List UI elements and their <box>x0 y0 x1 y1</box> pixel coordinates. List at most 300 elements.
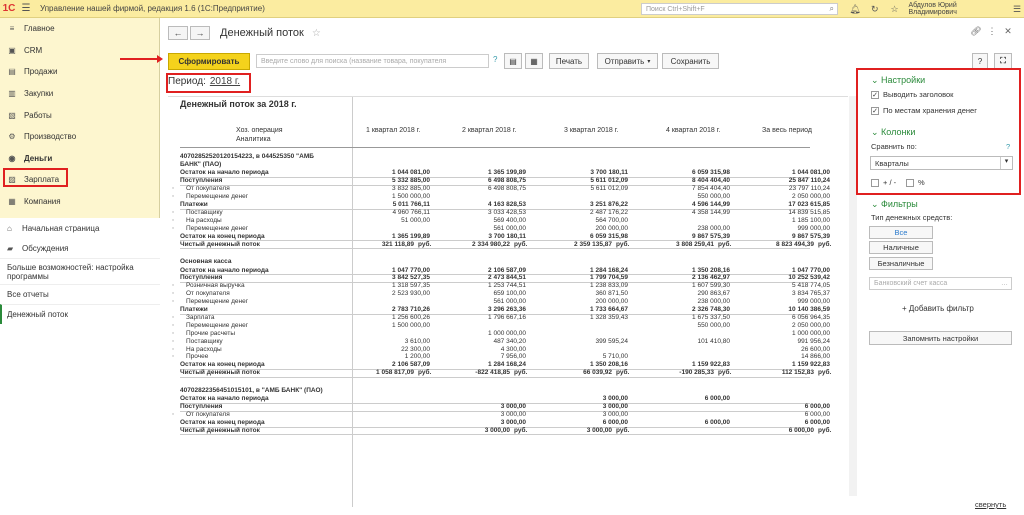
row-label: Перемещение денег <box>186 298 249 306</box>
row-value: 1 500 000,00 <box>392 321 430 329</box>
sidebar-item-label: Зарплата <box>24 175 60 185</box>
filters-title: Фильтры <box>881 199 918 209</box>
row-value: 4 358 144,99 <box>692 208 730 216</box>
columns-title: Колонки <box>881 127 916 137</box>
row-value: 5 611 012,09 <box>590 185 628 193</box>
col-total: За весь период <box>762 127 813 134</box>
send-button[interactable] <box>597 53 658 69</box>
row-unit: руб. <box>818 369 832 377</box>
fullscreen-button[interactable] <box>994 53 1012 69</box>
header-divider <box>180 147 810 148</box>
row-unit: руб. <box>616 369 630 377</box>
col-q1: 1 квартал 2018 г. <box>366 127 421 134</box>
checkbox-icon <box>871 179 879 187</box>
window-title: Управление нашей фирмой, редакция 1.6 (1С:Предприятие) <box>40 4 265 13</box>
report-row <box>168 338 848 346</box>
report-row <box>168 169 848 177</box>
user-name[interactable]: Абдулов Юрий Владимирович <box>908 2 957 16</box>
expand-icon[interactable]: ▫ <box>172 337 175 345</box>
row-label: На расходы <box>186 345 222 353</box>
row-divider <box>180 434 810 435</box>
row-value: 1 675 337,50 <box>692 313 730 321</box>
expand-icon[interactable]: ▫ <box>172 224 175 232</box>
row-value: 2 473 844,51 <box>488 274 526 282</box>
report-row <box>168 369 848 377</box>
row-value: 1 044 081,00 <box>392 169 430 177</box>
row-value: 6 498 808,75 <box>488 177 526 185</box>
sidebar-item-label: Продажи <box>24 67 58 77</box>
global-search-placeholder: Поиск Ctrl+Shift+F <box>646 5 705 13</box>
row-value: 5 011 766,11 <box>392 201 430 208</box>
report-row <box>168 248 848 256</box>
row-value: 101 410,80 <box>697 337 730 345</box>
row-label: Розничная выручка <box>186 282 245 290</box>
show-header-label: Выводить заголовок <box>883 90 954 99</box>
row-label: Зарплата <box>186 313 215 321</box>
report-row <box>168 258 848 266</box>
row-label: Чистый денежный поток <box>180 369 260 377</box>
row-value: 22 300,00 <box>401 345 430 353</box>
row-value: 1 185 100,00 <box>792 216 830 224</box>
sidebar-bottom <box>0 218 160 515</box>
row-label: Прочие расчеты <box>186 329 236 337</box>
row-value: 200 000,00 <box>595 298 628 306</box>
forward-button[interactable]: → <box>190 26 210 40</box>
columns-section-header[interactable] <box>871 127 915 138</box>
row-value: 3 000,00 <box>484 426 510 434</box>
row-value: 1 365 199,89 <box>488 169 526 177</box>
row-label: Чистый денежный поток <box>180 240 260 248</box>
chevron-icon: ⌄ <box>871 75 882 85</box>
generate-button[interactable]: Сформировать <box>168 53 250 70</box>
print-button[interactable]: Печать <box>549 53 589 69</box>
filter-all-button[interactable]: Все <box>869 226 933 239</box>
row-value: 6 000,00 <box>788 426 814 434</box>
favorite-star-icon[interactable]: ☆ <box>311 27 321 39</box>
by-storage-label: По местам хранения денег <box>883 106 977 115</box>
report-title: Денежный поток за 2018 г. <box>180 99 297 109</box>
send-label: Отправить <box>604 56 645 66</box>
chat-icon: ▰ <box>7 243 14 253</box>
row-value: 1 799 704,59 <box>590 274 628 282</box>
sidebar-item-company[interactable] <box>0 191 159 213</box>
history-icon[interactable]: ↻ <box>870 3 879 14</box>
report-row <box>168 177 848 185</box>
row-value: 6 000,00 <box>804 411 830 418</box>
row-value: 1 318 597,35 <box>392 282 430 290</box>
bell-icon[interactable]: 🔔︎ <box>849 3 861 14</box>
report-row <box>168 403 848 411</box>
checkbox-checked-icon: ✓ <box>872 107 878 115</box>
row-label: Поставщику <box>186 208 223 216</box>
row-value: 5 710,00 <box>602 353 628 361</box>
report-row <box>168 411 848 419</box>
row-value: 1 796 667,16 <box>488 313 526 321</box>
sidebar-all-reports-label: Все отчеты <box>7 290 49 299</box>
row-value: 10 252 539,42 <box>788 274 830 282</box>
plus-minus-checkbox[interactable] <box>871 178 896 187</box>
row-value: 999 000,00 <box>797 298 830 306</box>
row-value: 3 000,00 <box>500 418 526 426</box>
report-column-headers <box>168 127 848 145</box>
row-value: 17 023 615,85 <box>788 201 830 208</box>
variants-button[interactable] <box>525 53 543 69</box>
money-icon: ◉ <box>8 153 16 163</box>
menu-icon: ≡ <box>9 24 15 34</box>
row-value: 51 000,00 <box>401 216 430 224</box>
row-value: 200 000,00 <box>595 224 628 232</box>
row-value: 4 300,00 <box>500 345 526 353</box>
row-label: Перемещение денег <box>186 224 249 232</box>
row-value: 4 596 144,99 <box>692 201 730 208</box>
row-value: 6 056 964,35 <box>792 313 830 321</box>
row-value: 2 050 000,00 <box>792 193 830 201</box>
row-value: 561 000,00 <box>493 298 526 306</box>
sidebar-home[interactable] <box>0 218 160 238</box>
expand-icon[interactable]: ▫ <box>172 329 175 337</box>
percent-checkbox[interactable] <box>906 178 925 187</box>
row-label: 40702852520120154223, в 044525350 "АМБ <box>180 153 314 160</box>
expand-icon[interactable]: ▫ <box>172 290 175 298</box>
row-value: 7 854 404,40 <box>692 185 730 193</box>
row-value: 23 797 110,24 <box>788 185 830 193</box>
row-value: 1 350 208,16 <box>590 361 628 369</box>
settings-section-header[interactable] <box>871 75 925 86</box>
report-spreadsheet[interactable] <box>168 96 848 507</box>
expand-icon[interactable]: ▫ <box>172 185 175 193</box>
row-value: 2 106 587,09 <box>392 361 430 369</box>
row-value: 25 847 110,24 <box>788 177 830 185</box>
row-value: -822 418,85 <box>475 369 510 377</box>
report-row <box>168 161 848 169</box>
row-value: 3 251 876,22 <box>590 201 628 208</box>
company-icon: ▦ <box>8 197 16 207</box>
report-row <box>168 193 848 201</box>
percent-label: % <box>918 178 925 187</box>
report-row <box>168 306 848 314</box>
settings-title: Настройки <box>881 75 926 85</box>
remember-settings-button[interactable]: Запомнить настройки <box>869 331 1012 345</box>
row-value: 26 600,00 <box>801 345 830 353</box>
row-value: 112 152,83 <box>781 369 814 377</box>
row-value: 2 523 930,00 <box>392 290 430 298</box>
row-label: От покупателя <box>186 290 230 298</box>
row-value: 6 059 315,98 <box>590 232 628 240</box>
report-row <box>168 361 848 369</box>
checkbox-icon <box>906 179 914 187</box>
report-row <box>168 209 848 217</box>
plus-minus-label: + / - <box>883 178 897 187</box>
row-unit: руб. <box>818 240 832 248</box>
help-button[interactable]: ? <box>972 53 988 69</box>
row-label: Остаток на конец периода <box>180 232 265 240</box>
row-unit: руб. <box>616 426 630 434</box>
chevron-down-icon: ▾ <box>647 58 651 65</box>
more-icon[interactable]: … <box>1001 280 1008 287</box>
checkbox-checked-icon: ✓ <box>872 91 878 99</box>
back-button[interactable]: ← <box>168 26 188 40</box>
row-value: 6 059 315,98 <box>692 169 730 177</box>
row-value: 1 284 168,24 <box>590 266 628 274</box>
row-value: 1 365 199,89 <box>392 232 430 240</box>
row-value: 2 326 748,30 <box>692 306 730 313</box>
row-value: 991 956,24 <box>797 337 830 345</box>
grid-icon: ▤ <box>509 56 517 66</box>
row-value: 9 867 575,39 <box>792 232 830 240</box>
row-unit: руб. <box>418 240 432 248</box>
row-value: 2 050 000,00 <box>792 321 830 329</box>
sidebar-home-label: Начальная страница <box>22 223 100 233</box>
expand-icon[interactable]: ▫ <box>172 411 175 418</box>
report-row <box>168 395 848 403</box>
row-unit: руб. <box>718 240 732 248</box>
sidebar-more-features[interactable] <box>0 258 160 284</box>
row-unit: руб. <box>718 369 732 377</box>
row-value: 3 033 428,53 <box>488 208 526 216</box>
row-label: На расходы <box>186 216 222 224</box>
purchases-icon: ▥ <box>8 89 16 99</box>
row-value: 3 808 259,41 <box>676 240 714 248</box>
row-value: 1 253 744,51 <box>488 282 526 290</box>
row-value: 561 000,00 <box>493 224 526 232</box>
production-icon: ⚙ <box>8 132 16 142</box>
row-value: 550 000,00 <box>697 321 730 329</box>
row-label: Платежи <box>180 306 208 313</box>
row-value: 3 000,00 <box>602 395 628 403</box>
filters-section-header[interactable] <box>871 199 918 210</box>
row-value: 2 136 462,97 <box>692 274 730 282</box>
list-icon: ▦ <box>530 56 538 66</box>
row-value: 1 200,00 <box>404 353 430 361</box>
sidebar-discussions-label: Обсуждения <box>22 243 69 253</box>
expand-icon[interactable]: ▫ <box>172 345 175 353</box>
sidebar-cashflow[interactable] <box>0 304 160 324</box>
sidebar-discussions[interactable] <box>0 238 160 258</box>
row-value: 5 418 774,05 <box>792 282 830 290</box>
more-icon[interactable]: ⋮ <box>987 26 997 36</box>
row-unit: руб. <box>818 426 832 434</box>
row-value: 1 159 922,83 <box>792 361 830 369</box>
home-icon: ⌂ <box>7 223 12 233</box>
row-value: 6 000,00 <box>704 418 730 426</box>
row-value: 1 159 922,83 <box>692 361 730 369</box>
search-icon[interactable]: ⌕ <box>829 4 834 13</box>
row-value: 2 783 710,26 <box>392 306 430 313</box>
row-value: 10 140 386,59 <box>788 306 830 313</box>
row-value: 1 350 208,16 <box>692 266 730 274</box>
row-value: 487 340,20 <box>493 337 526 345</box>
report-row <box>168 419 848 427</box>
row-label: Остаток на начало периода <box>180 266 269 274</box>
report-search-input[interactable]: Введите слово для поиска (название товара, покупателя <box>256 54 489 68</box>
row-value: -190 285,33 <box>679 369 714 377</box>
form-title: Денежный поток <box>220 27 304 39</box>
expand-icon[interactable]: ▫ <box>172 298 175 306</box>
row-value: 3 700 180,11 <box>488 232 526 240</box>
row-value: 1 047 770,00 <box>792 266 830 274</box>
row-value: 3 000,00 <box>602 411 628 418</box>
sidebar-item-label: Работы <box>24 110 52 120</box>
global-search-input[interactable] <box>641 3 838 15</box>
row-value: 2 359 135,87 <box>574 240 612 248</box>
expand-icon[interactable]: ▫ <box>172 282 175 290</box>
report-row <box>168 330 848 338</box>
sidebar-item-menu[interactable] <box>0 18 159 40</box>
row-label: Поступления <box>180 177 223 185</box>
row-value: 5 611 012,09 <box>590 177 628 185</box>
expand-icon[interactable]: ▫ <box>172 216 175 224</box>
period-value[interactable]: 2018 г. <box>209 76 241 87</box>
row-label: Остаток на конец периода <box>180 418 265 426</box>
row-value: 4 163 828,53 <box>488 201 526 208</box>
row-value: 238 000,00 <box>697 224 730 232</box>
row-value: 3 842 527,35 <box>392 274 430 282</box>
money-type-label: Тип денежных средств: <box>871 213 953 222</box>
row-label: Основная касса <box>180 258 232 266</box>
row-label: Поступления <box>180 274 223 282</box>
row-value: 14 839 515,85 <box>788 208 830 216</box>
report-row <box>168 298 848 306</box>
star-icon[interactable]: ☆ <box>890 3 899 14</box>
show-header-checkbox[interactable] <box>871 90 953 99</box>
by-storage-checkbox[interactable] <box>871 106 977 115</box>
row-label: От покупателя <box>186 185 230 193</box>
expand-icon: ⛶ <box>1000 56 1006 65</box>
report-row <box>168 353 848 361</box>
columns-help-icon[interactable]: ? <box>1006 142 1011 151</box>
row-value: 569 400,00 <box>493 216 526 224</box>
settings-menu-icon[interactable]: ☰ <box>1013 3 1022 14</box>
expand-icon[interactable]: ▫ <box>172 313 175 321</box>
row-label: Поступления <box>180 403 223 411</box>
row-label: Перемещение денег <box>186 193 249 201</box>
row-label: 40702822356451015101, в "АМБ БАНК" (ПАО) <box>180 387 323 394</box>
app-logo: 1С <box>2 3 16 14</box>
form-header <box>168 18 1024 48</box>
report-row <box>168 153 848 161</box>
account-input[interactable] <box>869 277 1012 290</box>
collapse-link[interactable]: свернуть <box>975 500 1007 509</box>
col-q3: 3 квартал 2018 г. <box>564 127 619 134</box>
sidebar-item-production[interactable] <box>0 126 159 148</box>
sidebar-item-purchases[interactable] <box>0 83 159 105</box>
report-row <box>168 427 848 435</box>
sidebar-cashflow-label: Денежный поток <box>7 310 68 319</box>
sidebar-item-money[interactable] <box>0 148 159 170</box>
row-value: 290 863,67 <box>697 290 730 298</box>
sidebar-more-features-label: Больше возможностей: настройка программы <box>7 262 134 281</box>
sidebar-all-reports[interactable] <box>0 284 160 304</box>
compare-label: Сравнить по: <box>871 142 917 151</box>
row-value: 1 607 599,30 <box>692 282 730 290</box>
expand-icon[interactable]: ▫ <box>172 353 175 361</box>
works-icon: ▧ <box>8 110 16 120</box>
row-value: 3 832 885,00 <box>392 185 430 193</box>
period-label: Период: <box>168 76 206 87</box>
row-value: 1 733 664,67 <box>590 306 628 313</box>
row-value: 3 000,00 <box>586 426 612 434</box>
sidebar-item-works[interactable] <box>0 104 159 126</box>
compare-select[interactable] <box>870 156 1013 170</box>
row-unit: руб. <box>514 426 528 434</box>
row-value: 66 039,92 <box>583 369 612 377</box>
row-value: 6 000,00 <box>804 418 830 426</box>
row-value: 3 834 765,37 <box>792 290 830 298</box>
report-row <box>168 225 848 233</box>
row-value: 399 595,24 <box>595 337 628 345</box>
sidebar-item-sales[interactable] <box>0 61 159 83</box>
sidebar <box>0 18 160 515</box>
chevron-icon: ⌄ <box>871 127 882 137</box>
expand-icon[interactable]: ▫ <box>172 193 175 201</box>
expand-icon[interactable]: ▫ <box>172 208 175 216</box>
row-value: 1 000 000,00 <box>792 329 830 337</box>
row-value: 3 610,00 <box>404 337 430 345</box>
row-value: 3 000,00 <box>500 403 526 411</box>
filter-noncash-button[interactable]: Безналичные <box>869 257 933 270</box>
row-value: 6 000,00 <box>804 403 830 411</box>
save-button[interactable]: Сохранить <box>662 53 719 69</box>
row-value: 1 058 817,09 <box>376 369 414 377</box>
report-row <box>168 241 848 249</box>
close-icon[interactable]: ✕ <box>1004 26 1012 36</box>
menu-icon[interactable]: ☰ <box>21 3 31 14</box>
col-q2: 2 квартал 2018 г. <box>462 127 517 134</box>
row-unit: руб. <box>514 240 528 248</box>
row-value: 1 328 359,43 <box>590 313 628 321</box>
sales-icon: ▤ <box>8 67 16 77</box>
report-row <box>168 322 848 330</box>
filter-cash-button[interactable]: Наличные <box>869 241 933 254</box>
row-value: 3 700 180,11 <box>590 169 628 177</box>
row-value: 360 871,50 <box>595 290 628 298</box>
sidebar-item-label: CRM <box>24 45 43 55</box>
row-label: От покупателя <box>186 411 230 418</box>
settings-toggle-button[interactable] <box>504 53 522 69</box>
row-label: Перемещение денег <box>186 321 249 329</box>
chevron-icon: ⌄ <box>871 199 882 209</box>
sidebar-item-label: Деньги <box>24 153 53 163</box>
row-label: БАНК" (ПАО) <box>180 161 222 169</box>
row-value: 1 000 000,00 <box>488 329 526 337</box>
row-value: 7 956,00 <box>500 353 526 361</box>
annotation-arrow <box>120 58 160 60</box>
compare-value: Кварталы <box>875 158 909 168</box>
row-label: Чистый денежный поток <box>180 426 260 434</box>
report-row <box>168 274 848 282</box>
report-row <box>168 290 848 298</box>
report-row <box>168 346 848 354</box>
row-unit: руб. <box>616 240 630 248</box>
row-value: 3 000,00 <box>602 403 628 411</box>
expand-icon[interactable]: ▫ <box>172 321 175 329</box>
search-help-icon[interactable]: ? <box>493 55 498 64</box>
row-label: Платежи <box>180 201 208 208</box>
row-value: 2 106 587,09 <box>488 266 526 274</box>
link-icon[interactable]: 🔗︎ <box>970 26 982 36</box>
row-value: 564 700,00 <box>595 216 628 224</box>
report-row <box>168 377 848 385</box>
row-value: 321 118,89 <box>381 240 414 248</box>
row-label: Остаток на конец периода <box>180 361 265 369</box>
row-unit: руб. <box>418 369 432 377</box>
add-filter-button[interactable]: + Добавить фильтр <box>902 304 974 313</box>
row-label: Остаток на начало периода <box>180 395 269 403</box>
report-row <box>168 267 848 275</box>
row-value: 550 000,00 <box>697 193 730 201</box>
row-value: 2 334 980,22 <box>472 240 510 248</box>
row-value: 14 866,00 <box>801 353 830 361</box>
